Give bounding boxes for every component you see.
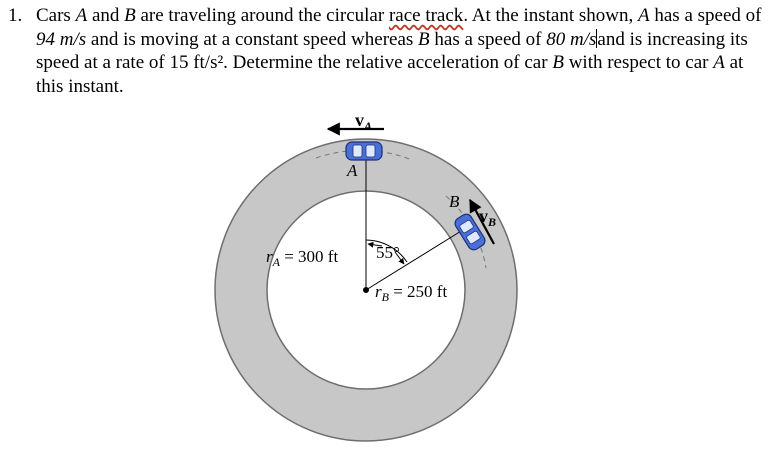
label-vb: $v_B$ bbox=[479, 206, 497, 229]
label-rb: $r_B = 250$ ft bbox=[375, 282, 448, 304]
speed-a: 94 m/s bbox=[36, 28, 87, 50]
car-b-ref: B bbox=[552, 52, 564, 73]
text-segment: has a speed of bbox=[429, 28, 547, 50]
car-a-ref: A bbox=[638, 5, 650, 26]
label-car-a: A bbox=[347, 161, 358, 180]
label-va: $v_A$ bbox=[355, 110, 373, 133]
car-a-ref: A bbox=[75, 5, 88, 26]
text-segment: at this instant. bbox=[36, 52, 744, 97]
car-a-ref: A bbox=[713, 52, 725, 73]
text-segment: are traveling around the circular bbox=[135, 5, 389, 26]
speed-b: 80 m/s bbox=[546, 28, 597, 50]
text-segment: Cars bbox=[36, 5, 76, 26]
text-segment: and bbox=[87, 5, 125, 26]
race-track-term: race track bbox=[388, 5, 464, 26]
text-segment: has a speed of bbox=[649, 5, 762, 26]
car-b-ref: B bbox=[124, 5, 136, 26]
text-segment: and is increasing its speed at a rate of 15 ft/s². Determine the relative acceleration of car bbox=[36, 28, 748, 73]
label-ra: $r_A = 300$ ft bbox=[266, 247, 339, 269]
car-a-icon bbox=[346, 142, 382, 160]
text-segment: with respect to car bbox=[563, 52, 714, 73]
text-segment: and is moving at a constant speed whereas bbox=[86, 28, 419, 50]
text-segment: . At the instant shown, bbox=[463, 5, 639, 26]
label-car-b: B bbox=[449, 192, 460, 211]
label-angle: 55° bbox=[376, 243, 400, 262]
car-b-ref: B bbox=[418, 28, 430, 50]
problem-number: 1. bbox=[8, 5, 23, 26]
center-point bbox=[363, 287, 369, 293]
